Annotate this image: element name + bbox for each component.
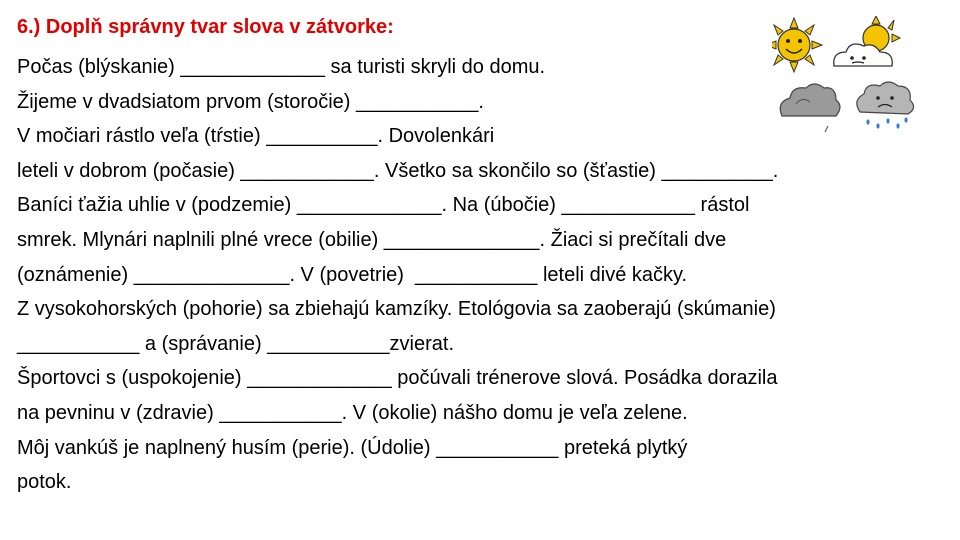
text-line-10: Športovci s (uspokojenie) _____________ počúvali trénerove slová. Posádka dorazila	[17, 367, 778, 390]
text-line-9: ___________ a (správanie) ___________zvierat.	[17, 332, 455, 355]
text-line-5: Baníci ťažia uhlie v (podzemie) _____________. Na (úbočie) ____________ rástol	[17, 194, 750, 217]
text-line-8: Z vysokohorských (pohorie) sa zbiehajú kamzíky. Etológovia sa zaoberajú (skúmanie)	[17, 298, 776, 321]
partly-cloudy-icon	[834, 16, 900, 66]
text-line-2: Žijeme v dvadsiatom prvom (storočie) ___________.	[17, 90, 484, 113]
weather-icons	[772, 16, 920, 134]
sad-cloud-icon	[857, 82, 914, 129]
text-line-3: V močiari rástlo veľa (tŕstie) __________. Dovolenkári	[17, 125, 495, 148]
text-line-1: Počas (blýskanie) _____________ sa turisti skryli do domu.	[17, 56, 546, 78]
text-line-7: (oznámenie) ______________. V (povetrie) ___________ leteli divé kačky.	[17, 263, 688, 286]
text-line-11: na pevninu v (zdravie) ___________. V (okolie) nášho domu je veľa zelene.	[17, 401, 688, 424]
text-line-13: potok.	[17, 471, 72, 494]
text-line-4: leteli v dobrom (počasie) ____________. Všetko sa skončilo so (šťastie) __________.	[17, 159, 779, 182]
exercise-title: 6.) Doplň správny tvar slova v zátvorke:	[17, 16, 394, 38]
rain-cloud-icon	[780, 84, 840, 132]
text-line-6: smrek. Mlynári naplnili plné vrece (obilie) ______________. Žiaci si prečítali dve	[17, 228, 727, 251]
text-line-12: Môj vankúš je naplnený husím (perie). (Údolie) ___________ preteká plytký	[17, 436, 688, 459]
sun-icon	[772, 18, 822, 72]
